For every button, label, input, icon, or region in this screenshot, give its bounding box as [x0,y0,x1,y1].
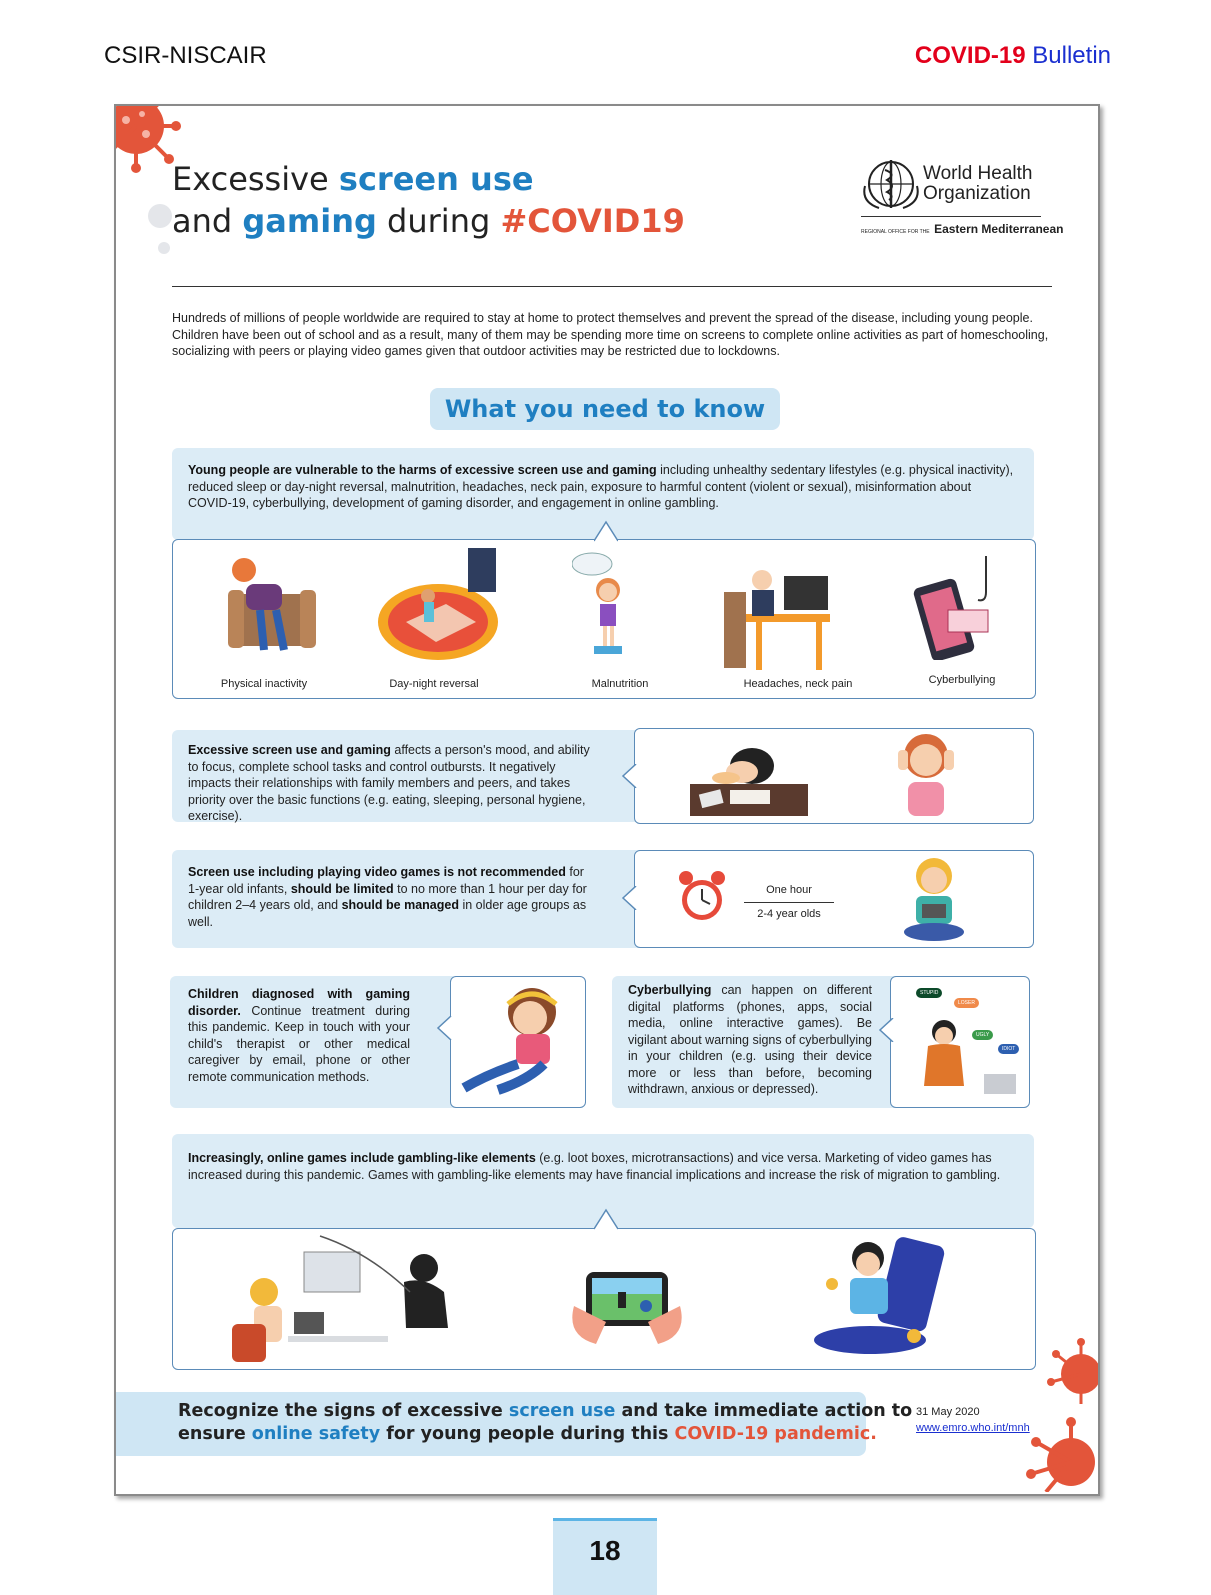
icon-label-malnutrition: Malnutrition [591,678,649,690]
footer-message: Recognize the signs of excessive screen use and take immediate action to ensure online safety for young people during this COVID-19 pandemic. [178,1401,913,1444]
who-name-line2: Organization [923,183,1031,204]
insult-bubble-ugly: UGLY [972,1030,993,1040]
publication-date: 31 May 2020 [916,1406,980,1418]
cyberbullying-icon [912,552,1008,660]
pointer-left-icon [436,1016,452,1040]
block5-text: Cyberbullying can happen on different digital platforms (phones, apps, social media, online interactive games). Be vigilant about warning signs of cyberbullying in your children (e.g. using their device more or less than before, becoming withdrawn, anxious or depressed). [628,983,872,1096]
physical-inactivity-icon [220,550,316,660]
intro-paragraph: Hundreds of millions of people worldwide are required to stay at home to protect themselves and prevent the spread of the disease, including young people. Children have been out of school and as a result, many of them may be spending more time on screens to complete online activities as part of homeschooling, socializing with peers or playing video games given that outdoor activities may be restricted due to lockdowns. [172,311,1049,358]
alarm-clock-icon [676,868,728,926]
fraction-bottom: 2-4 year olds [757,908,821,920]
who-name-line1: World Health [923,163,1033,184]
title-divider [172,286,1052,287]
day-night-reversal-icon [376,546,506,664]
poster-title: Excessive screen use and gaming during #COVID19 [172,160,685,240]
block6-text: Increasingly, online games include gambling-like elements (e.g. loot boxes, microtransactions) and vice versa. Marketing of video games has increased during this pandemic. Games with gambling-like elements may have financial implications and increase the risk of migration to gambling. [188,1151,1001,1182]
virus-decoration-right-icon [1036,1334,1100,1404]
gambling-teen-icon [810,1232,950,1360]
bulletin-title-covid: COVID-19 [914,42,1026,69]
icon-label-headaches: Headaches, neck pain [743,678,853,690]
stressed-child-icon [888,730,964,820]
mobile-game-icon [566,1266,688,1346]
icon-label-physical-inactivity: Physical inactivity [220,678,308,690]
who-url-link[interactable]: www.emro.who.int/mnh [916,1422,1030,1434]
insult-bubble-loser: LOSER [954,998,979,1008]
bulletin-title-word: Bulletin [1032,42,1111,69]
block1-text: Young people are vulnerable to the harms of excessive screen use and gaming including unhealthy sedentary lifestyles (e.g. physical inactivity), reduced sleep or day-night reversal, malnutrition, headaches, neck pain, exposure to harmful content (violent or sexual), misinformation about COVID-19, cyberbullying, development of gaming disorder, and engagement in online gambling. [188,463,1014,510]
child-tablet-icon [898,854,974,942]
sad-girl-icon [458,984,576,1098]
publisher-name: CSIR-NISCAIR [104,42,267,69]
pointer-left-icon [621,764,637,788]
pointer-left-icon [621,886,637,910]
who-logo [861,158,1064,238]
headaches-neck-pain-icon [720,562,832,670]
insult-bubble-stupid: STUPID [916,988,942,998]
section-heading: What you need to know [430,388,780,430]
block4-text: Children diagnosed with gaming disorder. Continue treatment during this pandemic. Keep in touch with your child's therapist or other medical caregiver by email, phone or other remote communication methods. [188,987,410,1084]
who-regional: Eastern Mediterranean [934,222,1064,236]
malnutrition-icon [572,552,632,664]
pointer-left-icon [878,1018,894,1042]
fraction-line [744,902,834,903]
pointer-up-icon [594,1208,618,1230]
infographic-poster [114,104,1100,1496]
tired-student-icon [686,738,812,818]
pointer-up-icon [594,520,618,542]
block2-text: Excessive screen use and gaming affects a person's mood, and ability to focus, complete school tasks and control outbursts. It negatively impacts their relationships with family members and peers, and takes priority over the basic functions (e.g. eating, sleeping, personal hygiene, exercise). [188,743,590,823]
page-number: 18 [553,1518,657,1595]
insult-bubble-idiot: IDIOT [998,1044,1019,1054]
block3-text: Screen use including playing video games is not recommended for 1-year old infants, should be limited to no more than 1 hour per day for children 2–4 years old, and should be managed in older age groups as well. [188,865,587,929]
fraction-top: One hour [766,884,812,896]
online-predator-icon [228,1232,478,1364]
icon-label-day-night: Day-night reversal [389,678,479,690]
icon-label-cyberbullying: Cyberbullying [928,674,996,686]
bulletin-title [915,42,1111,70]
who-regional-small: REGIONAL OFFICE FOR THE [861,229,930,235]
who-emblem-icon [861,158,921,210]
